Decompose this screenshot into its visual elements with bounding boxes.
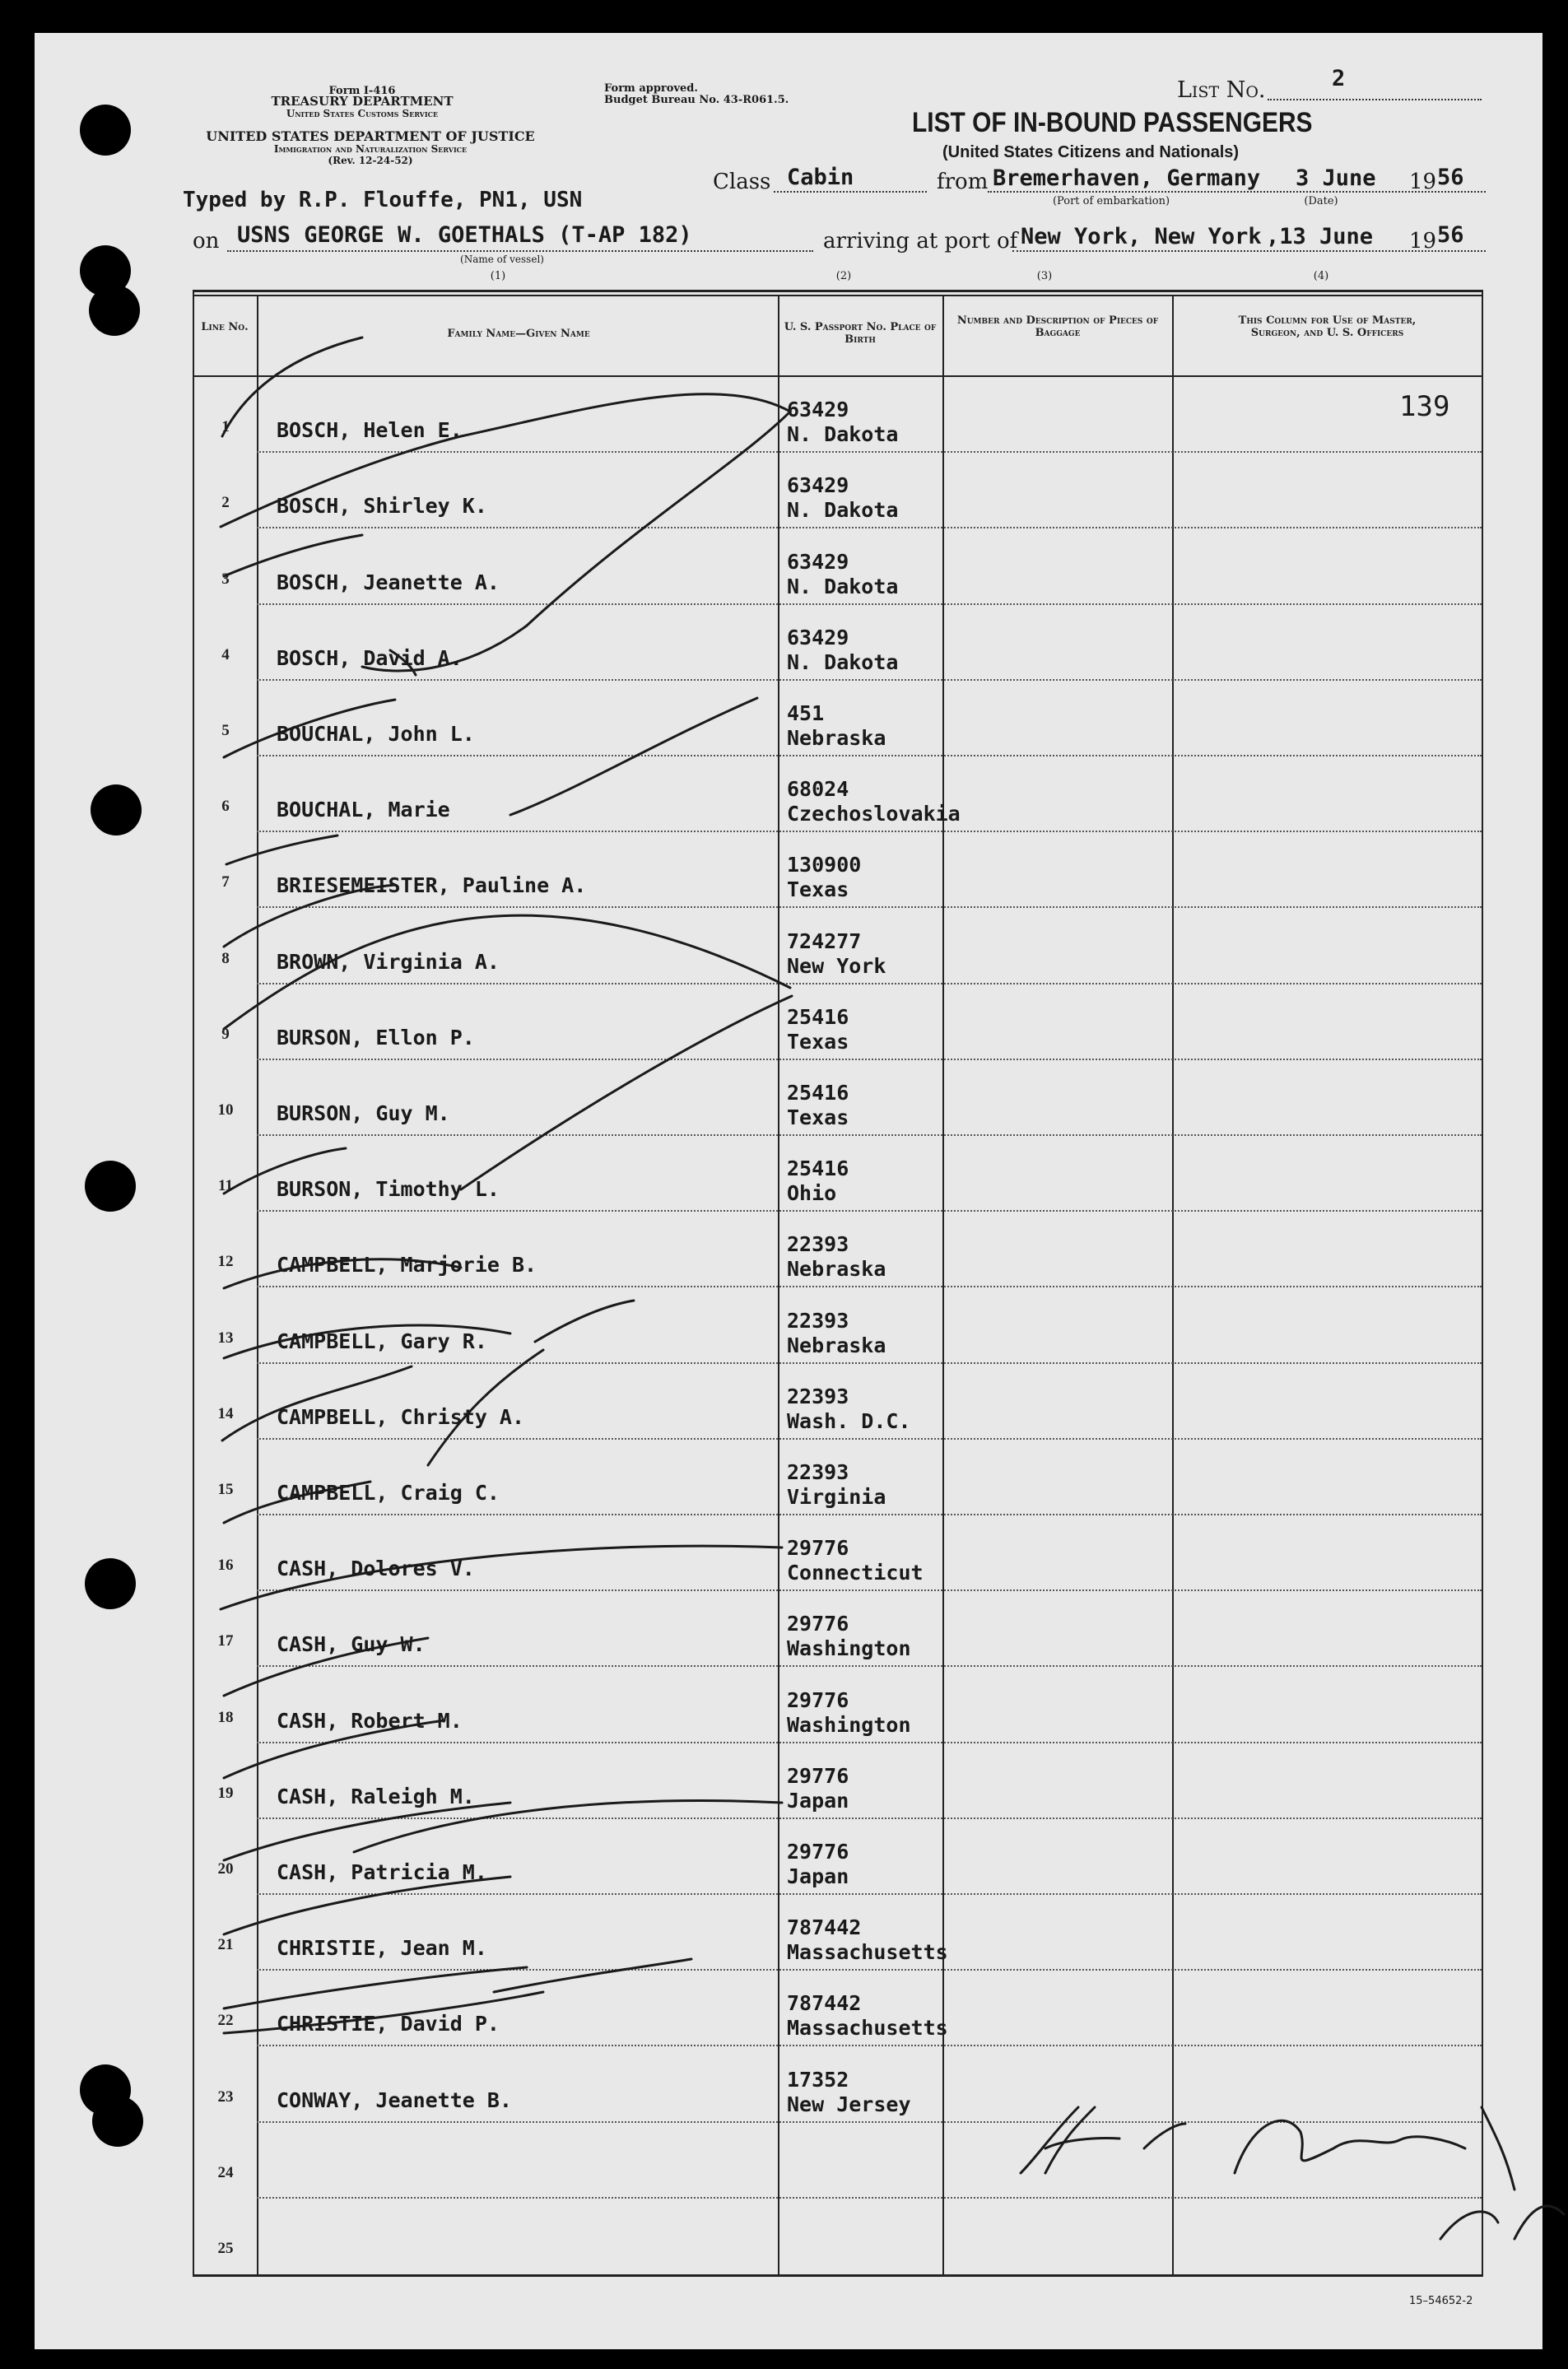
vessel-caption: (Name of vessel)	[460, 254, 544, 265]
passenger-name: BROWN, Virginia A.	[277, 949, 500, 974]
row-divider	[257, 1134, 1482, 1136]
place-of-birth: Nebraska	[787, 1257, 886, 1282]
passport-number: 22393	[787, 1460, 849, 1484]
list-no-underline	[1268, 99, 1482, 100]
from-label: from	[937, 170, 989, 194]
place-of-birth: Massachusetts	[787, 1940, 948, 1965]
place-of-birth: Ohio	[787, 1181, 837, 1206]
passenger-name: BURSON, Guy M.	[277, 1101, 450, 1125]
place-of-birth: Japan	[787, 1864, 849, 1888]
form-number: Form I-416	[328, 85, 396, 97]
row-divider	[257, 831, 1482, 832]
row-divider	[257, 1210, 1482, 1212]
place-of-birth: Czechoslovakia	[787, 802, 961, 826]
line-number: 13	[217, 1329, 234, 1347]
passenger-name: BOSCH, Shirley K.	[277, 494, 487, 519]
line-number: 12	[217, 1253, 234, 1271]
from-date: 3 June	[1296, 165, 1376, 191]
passenger-name: CHRISTIE, David P.	[277, 2012, 500, 2036]
passport-number: 787442	[787, 1991, 862, 2016]
page-subtitle: (United States Citizens and Nationals)	[942, 143, 1240, 161]
punch-hole	[85, 1161, 136, 1212]
passport-number: 17352	[787, 2067, 849, 2092]
line-number: 21	[217, 1936, 234, 1954]
treasury-dept: TREASURY DEPARTMENT	[271, 94, 454, 109]
passenger-name: BURSON, Ellon P.	[277, 1025, 475, 1050]
vessel-name: USNS GEORGE W. GOETHALS (T-AP 182)	[237, 222, 692, 248]
line-number: 14	[217, 1404, 234, 1422]
place-of-birth: Washington	[787, 1712, 911, 1737]
punch-hole	[85, 1558, 136, 1609]
line-number: 19	[217, 1784, 234, 1802]
passport-number: 29776	[787, 1687, 849, 1712]
col-number-4: (4)	[1313, 270, 1329, 282]
row-divider	[257, 1438, 1482, 1440]
passport-number: 68024	[787, 777, 849, 802]
passport-number: 63429	[787, 473, 849, 498]
place-of-birth: N. Dakota	[787, 649, 899, 674]
row-divider	[257, 1362, 1482, 1364]
header-passport: U. S. Passport No. Place of Birth	[784, 321, 937, 346]
passenger-name: CASH, Guy W.	[277, 1632, 426, 1657]
list-no-value: 2	[1332, 66, 1346, 91]
line-number: 5	[221, 722, 230, 739]
row-divider	[257, 1665, 1482, 1667]
passenger-name: CAMPBELL, Gary R.	[277, 1329, 487, 1353]
inspector-signature	[988, 2074, 1564, 2255]
passport-number: 22393	[787, 1308, 849, 1333]
col-number-1: (1)	[490, 270, 506, 282]
header-officers: This Column for Use of Master, Surgeon, and U. S. Officers	[1238, 314, 1417, 339]
class-underline	[774, 191, 927, 193]
passport-number: 130900	[787, 853, 862, 877]
line-number: 15	[217, 1481, 234, 1498]
row-divider	[257, 983, 1482, 984]
passport-number: 63429	[787, 549, 849, 574]
passenger-name: CAMPBELL, Craig C.	[277, 1481, 500, 1505]
place-of-birth: Nebraska	[787, 726, 886, 750]
place-of-birth: Virginia	[787, 1485, 886, 1509]
place-of-birth: Texas	[787, 1029, 849, 1054]
line-number: 2	[221, 494, 230, 512]
line-number: 9	[221, 1025, 230, 1043]
port-embark-caption: (Port of embarkation)	[1052, 195, 1170, 207]
col-number-2: (2)	[835, 270, 852, 282]
row-divider	[257, 1059, 1482, 1060]
page-title: LIST OF IN-BOUND PASSENGERS	[912, 107, 1313, 138]
vessel-underline	[227, 250, 813, 252]
row-divider	[257, 679, 1482, 681]
passenger-name: BURSON, Timothy L.	[277, 1177, 500, 1202]
revision-date: (Rev. 12-24-52)	[328, 155, 413, 166]
class-value: Cabin	[787, 165, 854, 190]
line-number: 6	[221, 798, 230, 816]
passport-number: 22393	[787, 1384, 849, 1408]
passenger-name: BOSCH, David A.	[277, 645, 463, 670]
place-of-birth: Massachusetts	[787, 2016, 948, 2041]
passenger-name: CASH, Patricia M.	[277, 1860, 487, 1884]
justice-dept: UNITED STATES DEPARTMENT OF JUSTICE	[206, 128, 535, 144]
passport-number: 29776	[787, 1612, 849, 1636]
line-number: 7	[221, 873, 230, 891]
arriving-label: arriving at port of	[823, 229, 1018, 254]
passport-number: 63429	[787, 625, 849, 649]
passenger-name: BOSCH, Helen E.	[277, 418, 463, 443]
passenger-name: CAMPBELL, Marjorie B.	[277, 1253, 537, 1278]
punch-hole	[91, 784, 142, 835]
passport-number: 787442	[787, 1915, 862, 1940]
place-of-birth: Texas	[787, 877, 849, 902]
passenger-name: CAMPBELL, Christy A.	[277, 1404, 525, 1429]
col-number-3: (3)	[1036, 270, 1053, 282]
line-number: 10	[217, 1101, 234, 1119]
year-1: 56	[1437, 165, 1464, 190]
line-number: 16	[217, 1557, 234, 1575]
row-divider	[257, 1589, 1482, 1591]
passport-number: 63429	[787, 398, 849, 422]
arrival-port: New York, New York	[1021, 224, 1262, 249]
row-divider	[257, 906, 1482, 908]
punch-hole	[92, 2096, 143, 2147]
place-of-birth: N. Dakota	[787, 422, 899, 447]
place-of-birth: Connecticut	[787, 1561, 924, 1585]
header-baggage: Number and Description of Pieces of Baggage	[956, 314, 1159, 339]
date-caption: (Date)	[1304, 195, 1338, 207]
customs-service: United States Customs Service	[286, 108, 439, 119]
passport-number: 724277	[787, 929, 862, 953]
row-divider	[257, 1514, 1482, 1515]
year-2: 56	[1437, 222, 1464, 248]
passenger-name: BOSCH, Jeanette A.	[277, 570, 500, 594]
place-of-birth: Texas	[787, 1105, 849, 1129]
class-label: Class	[713, 170, 771, 194]
on-label: on	[193, 229, 220, 254]
footer-form-code: 15–54652-2	[1409, 2295, 1473, 2307]
year-prefix-2: 19	[1409, 229, 1437, 254]
passenger-name: CASH, Dolores V.	[277, 1557, 475, 1581]
passenger-name: BOUCHAL, John L.	[277, 722, 475, 746]
line-number: 11	[218, 1177, 233, 1195]
place-of-birth: Nebraska	[787, 1333, 886, 1357]
passport-number: 25416	[787, 1004, 849, 1029]
arrival-date: ,13 June	[1266, 224, 1374, 249]
passenger-name: CHRISTIE, Jean M.	[277, 1936, 487, 1961]
line-number: 24	[217, 2163, 234, 2181]
passenger-name: CONWAY, Jeanette B.	[277, 2087, 512, 2112]
line-number: 22	[217, 2012, 234, 2030]
place-of-birth: Washington	[787, 1636, 911, 1661]
form-approved: Form approved.	[604, 82, 698, 95]
from-value: Bremerhaven, Germany	[993, 165, 1261, 191]
line-number: 18	[217, 1708, 234, 1726]
punch-hole	[80, 105, 131, 156]
line-number: 8	[221, 949, 230, 967]
place-of-birth: New Jersey	[787, 2092, 911, 2116]
row-divider	[257, 755, 1482, 756]
row-divider	[257, 1893, 1482, 1895]
passport-number: 451	[787, 701, 825, 725]
passport-number: 22393	[787, 1232, 849, 1257]
passport-number: 25416	[787, 1157, 849, 1181]
line-number: 25	[217, 2240, 234, 2257]
place-of-birth: Wash. D.C.	[787, 1408, 911, 1433]
passenger-name: BRIESEMEISTER, Pauline A.	[277, 873, 587, 898]
year-prefix-1: 19	[1409, 170, 1437, 194]
place-of-birth: New York	[787, 953, 886, 978]
row-divider	[257, 1742, 1482, 1743]
passport-number: 29776	[787, 1763, 849, 1788]
row-divider	[257, 1286, 1482, 1287]
row-divider	[257, 1817, 1482, 1819]
row-divider	[257, 527, 1482, 528]
passenger-name: CASH, Raleigh M.	[277, 1784, 475, 1808]
ins-service: Immigration and Naturalization Service	[273, 143, 468, 155]
row-divider	[257, 451, 1482, 453]
line-number: 20	[217, 1860, 234, 1878]
passenger-name: CASH, Robert M.	[277, 1708, 463, 1733]
line-number: 23	[217, 2087, 234, 2106]
passport-number: 29776	[787, 1840, 849, 1864]
budget-bureau: Budget Bureau No. 43-R061.5.	[604, 94, 789, 106]
place-of-birth: N. Dakota	[787, 498, 899, 523]
header-family-name: Family Name—Given Name	[447, 328, 590, 340]
passport-number: 25416	[787, 1081, 849, 1105]
place-of-birth: N. Dakota	[787, 574, 899, 598]
row-divider	[257, 603, 1482, 605]
officer-note: 139	[1399, 390, 1450, 423]
place-of-birth: Japan	[787, 1788, 849, 1813]
typed-by: Typed by R.P. Flouffe, PN1, USN	[183, 188, 583, 212]
passport-number: 29776	[787, 1536, 849, 1561]
passenger-name: BOUCHAL, Marie	[277, 798, 450, 822]
punch-hole	[89, 285, 140, 336]
line-number: 3	[221, 570, 230, 588]
line-number: 4	[221, 645, 230, 663]
list-no-label: List No.	[1177, 77, 1266, 103]
line-number: 17	[217, 1632, 234, 1650]
line-number: 1	[221, 418, 230, 436]
header-line-no: Line No.	[201, 321, 249, 333]
row-divider	[257, 1969, 1482, 1971]
row-divider	[257, 2045, 1482, 2046]
